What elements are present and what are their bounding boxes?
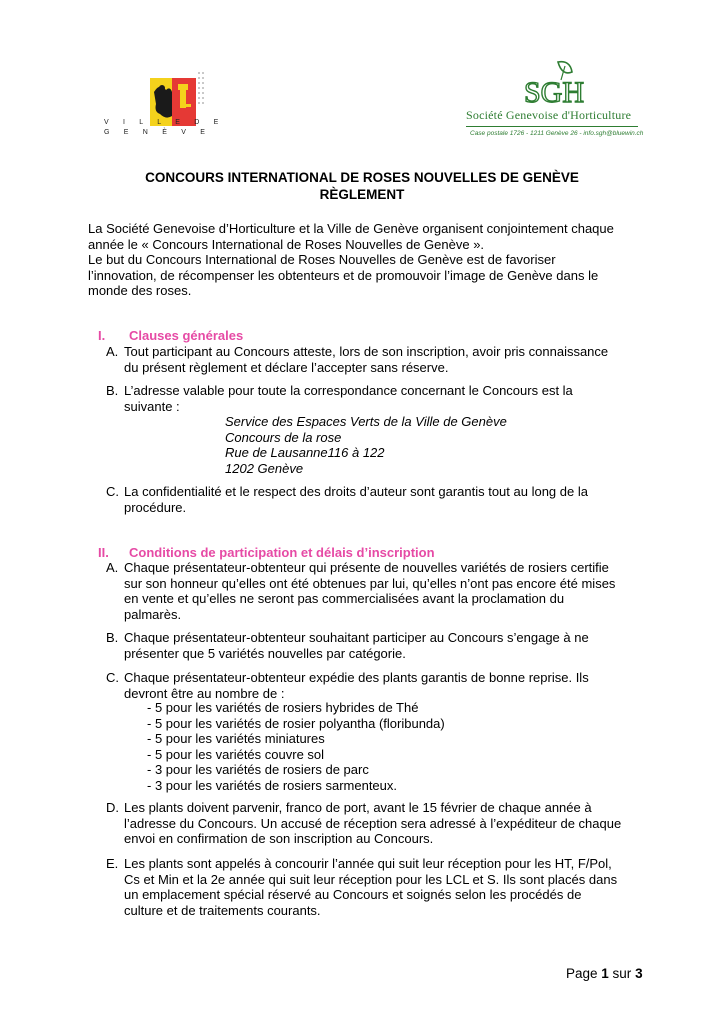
quantity-item: - 5 pour les variétés de rosier polyantha (floribunda) <box>147 715 445 731</box>
clause-line: présenter que 5 variétés nouvelles par catégorie. <box>124 645 406 661</box>
page-number <box>566 966 643 981</box>
clause-line: en vente et qu’elles ne seront pas commercialisées avant la proclamation du <box>124 591 565 606</box>
sgh-logo <box>464 60 644 150</box>
ville-de-geneve-logo <box>100 66 225 146</box>
section-number: I. <box>98 328 106 343</box>
address-line: Concours de la rose <box>225 429 342 445</box>
clause-line: Tout participant au Concours atteste, lors de son inscription, avoir pris connaissance <box>124 344 609 359</box>
clause-line: du présent règlement et déclare l’accepter sans réserve. <box>124 359 449 375</box>
clause-line: sur son honneur qu’elles ont été obtenues par lui, qu’elles n’ont pas encore été mises <box>124 575 616 591</box>
clause-line: L’adresse valable pour toute la correspondance concernant le Concours est la <box>124 383 573 398</box>
intro-line: La Société Genevoise d’Horticulture et la Ville de Genève organisent conjointement chaque <box>88 221 614 236</box>
intro-line: Le but du Concours International de Roses Nouvelles de Genève est de favoriser <box>88 252 556 267</box>
page-prefix: Page <box>566 966 602 981</box>
clause-mark: A. <box>106 560 119 575</box>
document-title: CONCOURS INTERNATIONAL DE ROSES NOUVELLES DE GENÈVE <box>145 170 579 185</box>
clause-mark: E. <box>106 856 119 871</box>
clause-line: Les plants doivent parvenir, franco de port, avant le 15 février de chaque année à <box>124 800 592 815</box>
clause-mark: D. <box>106 800 119 815</box>
clause-mark: C. <box>106 670 119 685</box>
address-line: Service des Espaces Verts de la Ville de Genève <box>225 414 507 429</box>
address-line: Rue de Lausanne116 à 122 <box>225 445 385 460</box>
sgh-name: Société Genevoise d'Horticulture <box>466 108 632 122</box>
clause-line: l’adresse du Concours. Un accusé de réception sera adressé à l’expéditeur de chaque <box>124 815 622 831</box>
quantity-item: - 5 pour les variétés miniatures <box>147 731 325 746</box>
section-label: Clauses générales <box>129 328 244 343</box>
clause-line: Chaque présentateur-obtenteur qui présente de nouvelles variétés de rosiers certifie <box>124 560 609 575</box>
clause-mark: B. <box>106 383 119 398</box>
sgh-leaf-mark-icon <box>520 60 590 106</box>
section-number: II. <box>98 545 109 560</box>
clause-line: culture et de traitements courants. <box>124 902 321 918</box>
sgh-mark-text: SGH <box>524 76 585 106</box>
quantity-item: - 3 pour les variétés de rosiers de parc <box>147 762 369 777</box>
clause-mark: B. <box>106 630 119 645</box>
clause-line: envoi en confirmation de son inscription au Concours. <box>124 831 434 846</box>
clause-line: La confidentialité et le respect des droits d’auteur sont garantis tout au long de la <box>124 484 588 499</box>
page-total: 3 <box>635 966 643 981</box>
page-middle: sur <box>608 966 636 981</box>
quantity-list <box>147 700 445 793</box>
quantity-item: - 3 pour les variétés de rosiers sarmenteux. <box>147 777 397 793</box>
clause-line: procédure. <box>124 499 187 515</box>
document-subtitle: RÈGLEMENT <box>319 187 405 202</box>
logo-line-geneve: G E N È V E <box>104 129 212 136</box>
clause-line: Les plants sont appelés à concourir l’année qui suit leur réception pour les HT, F/Pol, <box>124 856 612 871</box>
intro-paragraph <box>88 221 614 299</box>
clause-line: Cs et Min et la 2e année qui suit leur réception pour les LCL et S. Ils sont placés dans <box>124 871 618 887</box>
intro-line: l’innovation, de récompenser les obtenteurs et de promouvoir l’image de Genève dans le <box>88 267 599 283</box>
contact-address <box>225 414 507 476</box>
logo-line-ville-de: V I L L E D E <box>104 119 225 126</box>
address-line: 1202 Genève <box>225 460 304 476</box>
section-label: Conditions de participation et délais d’inscription <box>129 545 435 560</box>
clause-mark: C. <box>106 484 119 499</box>
intro-line: monde des roses. <box>88 283 192 298</box>
clause-line: un emplacement spécial réservé au Concours et soignés selon les procédés de <box>124 887 582 902</box>
sgh-address: Case postale 1726 - 1211 Genève 26 - info.sgh@bluewin.ch <box>470 130 644 137</box>
clause-line: Chaque présentateur-obtenteur expédie des plants garantis de bonne reprise. Ils <box>124 670 589 685</box>
clause-mark: A. <box>106 344 119 359</box>
clause-line: Chaque présentateur-obtenteur souhaitant participer au Concours s’engage à ne <box>124 630 589 645</box>
clause-line: palmarès. <box>124 606 182 622</box>
sgh-divider <box>466 126 638 127</box>
intro-line: année le « Concours International de Roses Nouvelles de Genève ». <box>88 236 485 252</box>
clause-line: devront être au nombre de : <box>124 685 285 701</box>
quantity-item: - 5 pour les variétés de rosiers hybrides de Thé <box>147 700 419 715</box>
page-current: 1 <box>601 966 609 981</box>
quantity-item: - 5 pour les variétés couvre sol <box>147 746 325 762</box>
clause-line: suivante : <box>124 398 180 414</box>
